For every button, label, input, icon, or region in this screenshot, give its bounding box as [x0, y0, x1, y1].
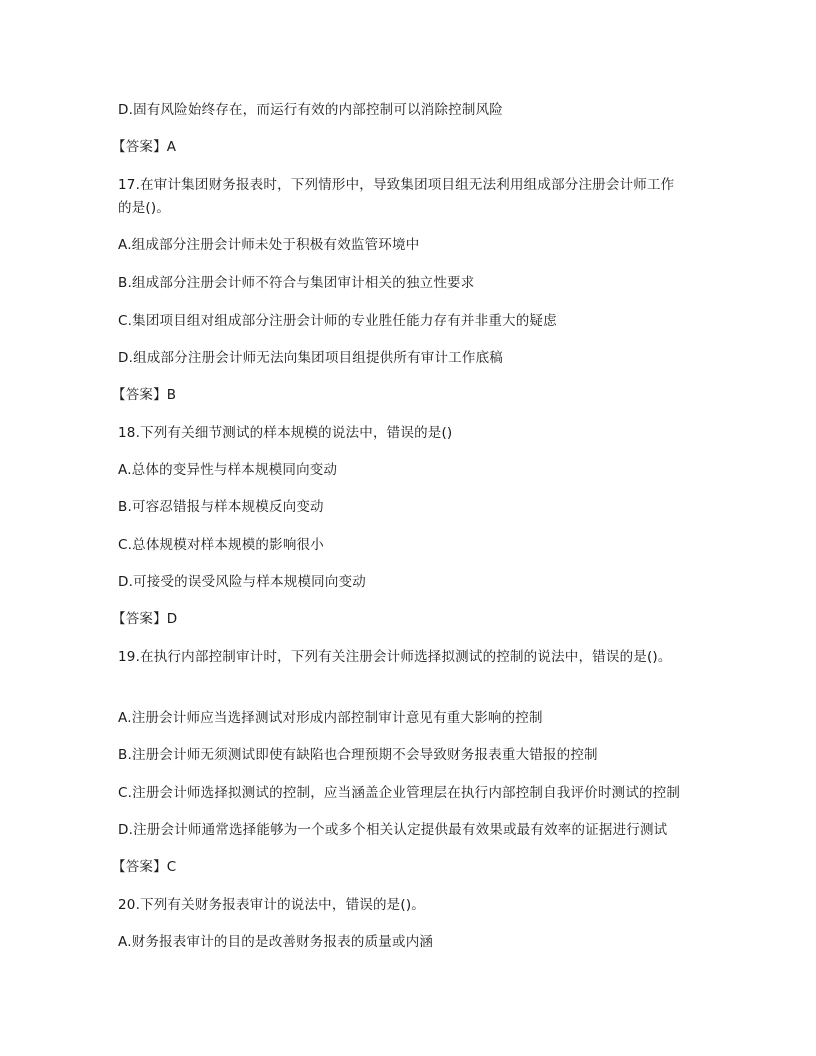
q18-option-d: D.可接受的误受风险与样本规模同向变动: [118, 574, 366, 590]
q19-option-b: B.注册会计师无须测试即使有缺陷也合理预期不会导致财务报表重大错报的控制: [118, 747, 598, 763]
q17-option-b: B.组成部分注册会计师不符合与集团审计相关的独立性要求: [118, 275, 475, 291]
q18-option-a: A.总体的变异性与样本规模同向变动: [118, 462, 338, 478]
q17-option-a: A.组成部分注册会计师未处于积极有效监管环境中: [118, 237, 420, 253]
q19-answer: 【答案】C: [112, 859, 177, 875]
q18-option-c: C.总体规模对样本规模的影响很小: [118, 537, 324, 553]
q18-option-b: B.可容忍错报与样本规模反向变动: [118, 499, 324, 515]
prev-question-option-d: D.固有风险始终存在，而运行有效的内部控制可以消除控制风险: [118, 102, 503, 118]
prev-question-answer: 【答案】A: [112, 139, 177, 155]
q19-option-c: C.注册会计师选择拟测试的控制，应当涵盖企业管理层在执行内部控制自我评价时测试的控制: [118, 785, 681, 801]
q17-stem-line1: 17.在审计集团财务报表时，下列情形中，导致集团项目组无法利用组成部分注册会计师工作: [118, 177, 675, 193]
q17-option-d: D.组成部分注册会计师无法向集团项目组提供所有审计工作底稿: [118, 350, 503, 366]
q18-stem: 18.下列有关细节测试的样本规模的说法中，错误的是(): [118, 425, 453, 441]
q20-stem: 20.下列有关财务报表审计的说法中，错误的是()。: [118, 897, 426, 913]
q17-stem-line2: 的是()。: [118, 200, 171, 216]
q19-stem: 19.在执行内部控制审计时，下列有关注册会计师选择拟测试的控制的说法中，错误的是()。: [118, 649, 672, 665]
q20-option-a: A.财务报表审计的目的是改善财务报表的质量或内涵: [118, 934, 434, 950]
q17-option-c: C.集团项目组对组成部分注册会计师的专业胜任能力存有并非重大的疑虑: [118, 313, 557, 329]
q17-answer: 【答案】B: [112, 387, 177, 403]
q18-answer: 【答案】D: [112, 611, 178, 627]
q19-option-a: A.注册会计师应当选择测试对形成内部控制审计意见有重大影响的控制: [118, 710, 543, 726]
q19-option-d: D.注册会计师通常选择能够为一个或多个相关认定提供最有效果或最有效率的证据进行测试: [118, 822, 668, 838]
